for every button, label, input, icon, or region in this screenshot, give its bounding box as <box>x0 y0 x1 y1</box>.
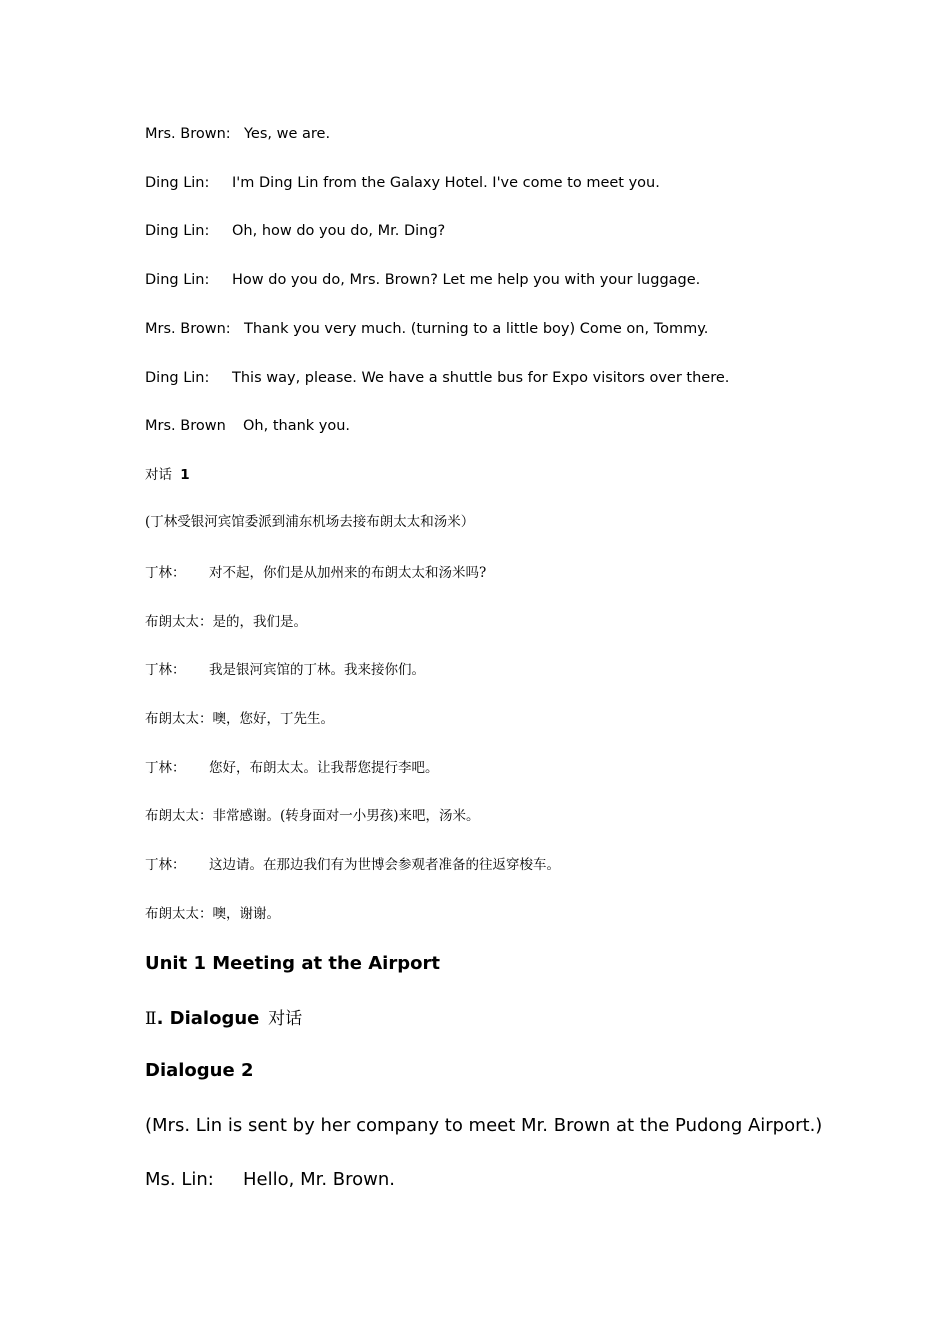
speaker-name: Ding Lin: <box>145 370 210 386</box>
dialogue-line <box>145 173 660 193</box>
dialogue-text: How do you do, Mrs. Brown? Let me help you with your luggage. <box>232 272 701 288</box>
speaker-name: Ms. Lin: <box>145 1169 214 1190</box>
dialogue-text: Hello, Mr. Brown. <box>243 1169 396 1190</box>
unit-title: Unit 1 Meeting at the Airport <box>145 953 440 974</box>
cn-intro: (丁林受银河宾馆委派到浦东机场去接布朗太太和汤米） <box>145 514 475 530</box>
dialogue-text: Thank you very much. (turning to a little boy) Come on, Tommy. <box>244 321 709 337</box>
cn-speaker: 布朗太太： <box>145 906 213 922</box>
cn-speaker: 布朗太太： <box>145 614 213 630</box>
cn-dialogue-line <box>145 758 439 778</box>
cn-dialogue-line <box>145 904 280 924</box>
cn-dialogue-line <box>145 563 486 583</box>
cn-text: 我是银河宾馆的丁林。我来接你们。 <box>209 662 425 678</box>
dialogue-line <box>145 221 445 241</box>
cn-dialogue-line <box>145 709 334 729</box>
dialogue-text: Oh, thank you. <box>243 418 351 434</box>
cn-dialogue-line <box>145 855 560 875</box>
dialogue-text: Oh, how do you do, Mr. Ding? <box>232 223 446 239</box>
cn-text: 这边请。在那边我们有为世博会参观者准备的往返穿梭车。 <box>209 857 560 873</box>
speaker-name: Ding Lin: <box>145 272 210 288</box>
dialogue-2-intro: (Mrs. Lin is sent by her company to meet Mr. Brown at the Pudong Airport.) <box>145 1115 823 1136</box>
cn-dialogue-line <box>145 660 425 680</box>
section-label-cn: 对话 <box>268 1009 303 1029</box>
cn-heading-word: 对话 <box>145 467 172 483</box>
cn-dialogue-line <box>145 806 480 826</box>
dialogue-line <box>145 124 330 144</box>
speaker-name: Ding Lin: <box>145 223 210 239</box>
cn-speaker: 布朗太太： <box>145 808 213 824</box>
cn-speaker: 丁林： <box>145 760 186 776</box>
cn-text: 是的，我们是。 <box>212 614 307 630</box>
dialogue-text: Yes, we are. <box>244 126 331 142</box>
dialogue-line <box>145 368 729 388</box>
cn-text: 噢，谢谢。 <box>212 906 280 922</box>
dialogue-text: This way, please. We have a shuttle bus for Expo visitors over there. <box>232 370 730 386</box>
cn-speaker: 布朗太太： <box>145 711 213 727</box>
speaker-name: Mrs. Brown <box>145 418 226 434</box>
dialogue-line <box>145 319 708 339</box>
cn-dialogue-line <box>145 612 307 632</box>
cn-speaker: 丁林： <box>145 857 186 873</box>
cn-speaker: 丁林： <box>145 565 186 581</box>
dialogue-text: I'm Ding Lin from the Galaxy Hotel. I've come to meet you. <box>232 175 660 191</box>
section-heading <box>145 1007 302 1031</box>
cn-text: 您好，布朗太太。让我帮您提行李吧。 <box>209 760 439 776</box>
cn-heading-number: 1 <box>180 467 190 483</box>
cn-text: 非常感谢。(转身面对一小男孩)来吧，汤米。 <box>212 808 480 824</box>
dialogue-line <box>145 1168 395 1192</box>
cn-speaker: 丁林： <box>145 662 186 678</box>
speaker-name: Ding Lin: <box>145 175 210 191</box>
section-label: . Dialogue <box>156 1008 260 1029</box>
dialogue-line <box>145 270 700 290</box>
dialogue-2-title: Dialogue 2 <box>145 1060 254 1081</box>
cn-dialogue-heading <box>145 465 190 485</box>
speaker-name: Mrs. Brown: <box>145 126 231 142</box>
cn-text: 噢，您好，丁先生。 <box>212 711 334 727</box>
speaker-name: Mrs. Brown: <box>145 321 231 337</box>
roman-numeral: Ⅱ <box>145 1009 157 1029</box>
cn-text: 对不起，你们是从加州来的布朗太太和汤米吗? <box>209 565 487 581</box>
dialogue-line <box>145 416 350 436</box>
